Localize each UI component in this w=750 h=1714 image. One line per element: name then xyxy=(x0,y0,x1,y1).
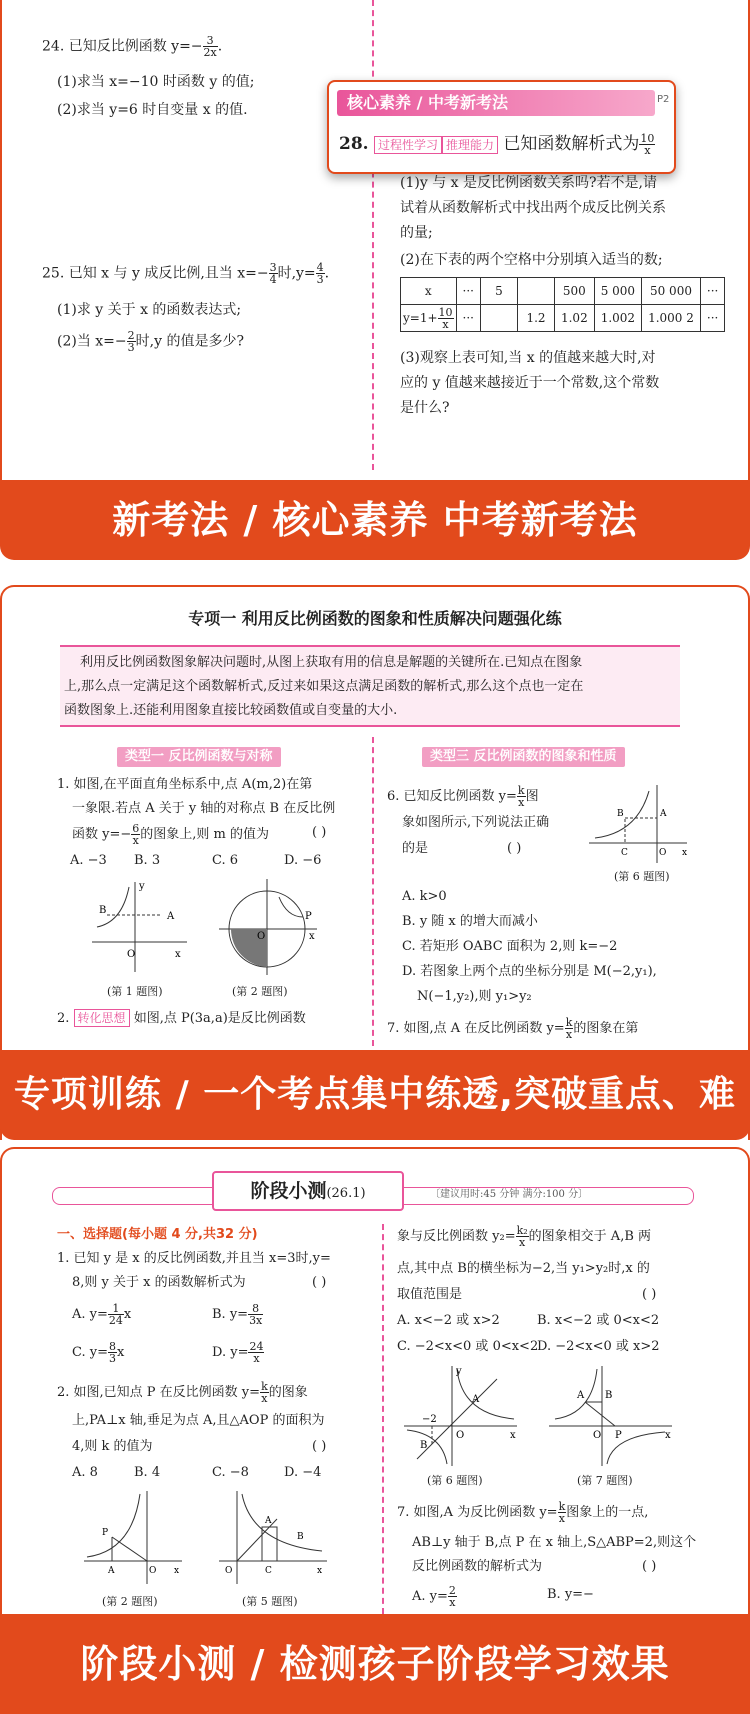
q24-title: 24. 已知反比例函数 y=− $\frac{3}{2x}$ . xyxy=(42,34,223,59)
svg-text:O: O xyxy=(257,931,266,942)
svg-text:A: A xyxy=(108,1566,115,1576)
q6-option-c: C. −2<x<0 或 0<x<2 xyxy=(397,1339,539,1354)
figure-caption-2: (第 2 题图) xyxy=(232,985,288,998)
q24-part1: (1)求当 x=−10 时函数 y 的值; xyxy=(57,74,255,90)
svg-text:P: P xyxy=(102,1528,109,1538)
hyperbola-branch-1 xyxy=(457,1369,514,1419)
popup-banner xyxy=(337,90,655,116)
q7-option-a: A. y= $\frac{2}{x}$ xyxy=(412,1584,456,1609)
svg-text:O: O xyxy=(593,1430,602,1441)
q28-part3a: (3)观察上表可知,当 x 的值越来越大时,对 xyxy=(400,350,656,366)
table-row xyxy=(401,278,725,305)
q6-option-a: A. x<−2 或 x>2 xyxy=(397,1313,500,1328)
figure-caption-6: (第 6 题图) xyxy=(427,1474,483,1487)
q7-line1: 7. 如图,点 A 在反比例函数 y= $\frac{k}{x}$ 的图象在第 xyxy=(387,1016,639,1041)
svg-text:x: x xyxy=(682,848,688,858)
table-cell: ··· xyxy=(456,278,480,305)
q2-line1: 2. 转化思想 如图,点 P(3a,a)是反比例函数 xyxy=(57,1011,306,1026)
segment-po xyxy=(112,1537,147,1561)
svg-text:O: O xyxy=(659,848,667,858)
q2-option-b: B. 4 xyxy=(134,1465,161,1480)
svg-text:O: O xyxy=(149,1566,157,1576)
figure-caption-5: (第 5 题图) xyxy=(242,1595,298,1608)
q28-part3b: 应的 y 值越来越接近于一个常数,这个常数 xyxy=(400,375,660,391)
q1-answer-paren: ( ) xyxy=(312,1275,327,1290)
q2-option-c: C. −8 xyxy=(212,1465,249,1480)
q1-option-b: B. y= $\frac{8}{3x}$ xyxy=(212,1302,263,1327)
rectangle-oabc xyxy=(625,818,657,843)
type1-heading: 类型一 反比例函数与对称 xyxy=(117,745,281,767)
intro-line1: 利用反比例函数图象解决问题时,从图上获取有用的信息是解题的关键所在.已知点在图象 xyxy=(80,655,583,670)
table-cell: 500 xyxy=(554,278,594,305)
table-cell: y=1+ $\frac{10}{x}$ xyxy=(401,305,457,332)
q6-option-b: B. x<−2 或 0<x<2 xyxy=(537,1313,660,1328)
table-cell: ··· xyxy=(456,305,480,332)
q6-option-d: D. 若图象上两个点的坐标分别是 M(−2,y₁), xyxy=(402,964,657,979)
svg-text:P: P xyxy=(615,1430,622,1441)
svg-text:B: B xyxy=(617,809,624,819)
q7-answer-paren: ( ) xyxy=(642,1559,657,1574)
q28-part3c: 是什么? xyxy=(400,400,450,416)
table-cell: 1.02 xyxy=(554,305,594,332)
q25-title: 25. 已知 x 与 y 成反比例,且当 x=− $\frac{3}{4}$ 时,y= $\frac{4}{3}$ . xyxy=(42,261,330,286)
q1-line3: 函数 y=− $\frac{6}{x}$ 的图象上,则 m 的值为 xyxy=(72,822,269,847)
page-new-exam xyxy=(0,0,750,480)
q1-option-a: A. −3 xyxy=(70,853,107,868)
figure-q7 xyxy=(547,1364,677,1469)
svg-text:A: A xyxy=(472,1394,480,1405)
svg-text:A: A xyxy=(577,1390,585,1401)
q6-line3: 的是 xyxy=(402,841,429,856)
svg-text:C: C xyxy=(265,1566,272,1576)
svg-text:A: A xyxy=(167,911,175,922)
q6-answer-paren: ( ) xyxy=(642,1287,657,1302)
q1-answer-paren: ( ) xyxy=(312,825,327,840)
svg-text:y: y xyxy=(139,881,145,892)
table-cell: 5 xyxy=(480,278,517,305)
q1-option-c: C. 6 xyxy=(212,853,239,868)
svg-text:B: B xyxy=(605,1390,613,1401)
svg-text:A: A xyxy=(660,809,667,819)
q6-line3: 取值范围是 xyxy=(397,1287,463,1302)
table-cell: 1.000 2 xyxy=(642,305,701,332)
figure-q2 xyxy=(217,877,327,977)
table-cell: 1.002 xyxy=(594,305,641,332)
figure-caption-6: (第 6 题图) xyxy=(614,870,670,883)
svg-text:O: O xyxy=(127,949,136,960)
segment-ap xyxy=(585,1402,615,1426)
popup-banner-text: 核心素养 / 中考新考法 xyxy=(347,93,508,112)
highlight-popup xyxy=(327,80,676,174)
figure-q1 xyxy=(87,877,197,977)
q6-answer-paren: ( ) xyxy=(507,841,522,856)
banner-special-training: 专项训练 / 一个考点集中练透,突破重点、难 xyxy=(0,1050,750,1140)
table-blank-cell xyxy=(480,305,517,332)
q28-part1c: 的量; xyxy=(400,225,433,241)
intro-line2: 上,那么点一定满足这个函数解析式,反过来如果这点满足函数的解析式,那么这个点也一定在 xyxy=(64,679,584,694)
svg-text:x: x xyxy=(175,949,181,960)
q6-option-d2: N(−1,y₂),则 y₁>y₂ xyxy=(417,989,532,1004)
svg-text:B: B xyxy=(99,905,107,916)
figure-q6 xyxy=(402,1364,522,1469)
column-divider xyxy=(382,1224,384,1614)
q6-option-d: D. −2<x<0 或 x>2 xyxy=(537,1339,660,1354)
figure-caption-7: (第 7 题图) xyxy=(577,1474,633,1487)
table-blank-cell xyxy=(517,278,554,305)
page-title-number: (26.1) xyxy=(326,1186,366,1201)
q25-part1: (1)求 y 关于 x 的函数表达式; xyxy=(57,302,242,318)
figure-q5 xyxy=(217,1489,337,1589)
section-heading: 一、选择题(每小题 4 分,共32 分) xyxy=(57,1227,258,1242)
svg-text:O: O xyxy=(225,1566,233,1576)
page-title: 阶段小测 xyxy=(250,1180,327,1202)
q2-answer-paren: ( ) xyxy=(312,1439,327,1454)
table-row xyxy=(401,305,725,332)
tag-reasoning: 推理能力 xyxy=(442,136,498,154)
q28-title: 28. 过程性学习 推理能力 已知函数解析式为 $\frac{10}{x}$ xyxy=(339,132,655,157)
q1-line2: 一象限.若点 A 关于 y 轴的对称点 B 在反比例 xyxy=(72,801,336,816)
svg-text:A: A xyxy=(265,1516,272,1526)
q6-line2: 点,其中点 B的横坐标为−2,当 y₁>y₂时,x 的 xyxy=(397,1261,650,1276)
q25-part2: (2)当 x=− $\frac{2}{3}$ 时,y 的值是多少? xyxy=(57,329,244,354)
q6-line2: 象如图所示,下列说法正确 xyxy=(402,815,550,830)
tag-process-learning: 过程性学习 xyxy=(374,136,442,154)
q1-option-d: D. −6 xyxy=(284,853,322,868)
q6-line1: 象与反比例函数 y₂= $\frac{\text{k₂}}{x}$ 的图象相交于 A,B 两 xyxy=(397,1224,652,1249)
q7-line2: AB⊥y 轴于 B,点 P 在 x 轴上,S△ABP=2,则这个 xyxy=(412,1535,697,1550)
intro-line3: 函数图象上.还能利用图象直接比较函数值或自变量的大小. xyxy=(64,703,398,718)
q1-option-b: B. 3 xyxy=(134,853,161,868)
hyperbola-curve xyxy=(87,1494,140,1557)
q7-line1: 7. 如图,A 为反比例函数 y= $\frac{k}{x}$ 图象上的一点, xyxy=(397,1500,649,1525)
banner-new-exam: 新考法 / 核心素养 中考新考法 xyxy=(0,480,750,560)
table-cell: 1.2 xyxy=(517,305,554,332)
q6-option-c: C. 若矩形 OABC 面积为 2,则 k=−2 xyxy=(402,939,618,954)
q2-line2: 上,PA⊥x 轴,垂足为点 A,且△AOP 的面积为 xyxy=(72,1413,325,1428)
table-cell: x xyxy=(401,278,457,305)
q6-option-a: A. k>0 xyxy=(402,889,447,904)
q28-part1a: (1)y 与 x 是反比例函数关系吗?若不是,请 xyxy=(400,175,657,191)
type3-heading: 类型三 反比例函数的图象和性质 xyxy=(422,745,625,767)
intro-box xyxy=(60,645,680,727)
q1-option-c: C. y= $\frac{8}{3}$ x xyxy=(72,1340,125,1365)
q7-line3: 反比例函数的解析式为 xyxy=(412,1559,543,1574)
hyperbola-branch-1 xyxy=(555,1369,597,1419)
value-table xyxy=(400,277,725,332)
q2-option-d: D. −4 xyxy=(284,1465,322,1480)
q6-option-b: B. y 随 x 的增大而减小 xyxy=(402,914,538,929)
svg-text:B: B xyxy=(420,1440,428,1451)
q1-line1: 1. 已知 y 是 x 的反比例函数,并且当 x=3时,y= xyxy=(57,1251,331,1266)
figure-caption-2: (第 2 题图) xyxy=(102,1595,158,1608)
q1-option-a: A. y= $\frac{1}{24}$ x xyxy=(72,1302,132,1327)
svg-text:O: O xyxy=(456,1430,465,1441)
svg-text:x: x xyxy=(510,1430,516,1441)
svg-text:y: y xyxy=(456,1366,462,1377)
table-cell: 5 000 xyxy=(594,278,641,305)
q6-line1: 6. 已知反比例函数 y= $\frac{k}{x}$ 图 xyxy=(387,784,539,809)
test-meta: 〔建议用时:45 分钟 满分:100 分〕 xyxy=(430,1189,589,1200)
svg-text:C: C xyxy=(621,848,628,858)
banner-stage-test: 阶段小测 / 检测孩子阶段学习效果 xyxy=(0,1614,750,1714)
svg-text:x: x xyxy=(309,931,315,942)
q28-part1b: 试着从函数解析式中找出两个成反比例关系 xyxy=(400,200,666,216)
q7-option-b: B. y=− xyxy=(547,1587,594,1602)
page-stage-test xyxy=(0,1147,750,1617)
q1-option-d: D. y= $\frac{24}{x}$ xyxy=(212,1340,264,1365)
popup-page-num: P2 xyxy=(657,94,670,105)
tag-transform-thinking: 转化思想 xyxy=(74,1009,130,1027)
page-title: 专项一 利用反比例函数的图象和性质解决问题强化练 xyxy=(188,609,562,628)
q2-line1: 2. 如图,已知点 P 在反比例函数 y= $\frac{k}{x}$ 的图象 xyxy=(57,1380,308,1405)
title-box xyxy=(212,1171,404,1211)
q1-line1: 1. 如图,在平面直角坐标系中,点 A(m,2)在第 xyxy=(57,777,313,792)
q24-part2: (2)求当 y=6 时自变量 x 的值. xyxy=(57,102,248,118)
svg-text:−2: −2 xyxy=(422,1414,437,1425)
svg-text:x: x xyxy=(317,1566,323,1576)
table-cell: ··· xyxy=(700,305,724,332)
figure-q2 xyxy=(82,1489,192,1589)
figure-caption-1: (第 1 题图) xyxy=(107,985,163,998)
svg-text:x: x xyxy=(174,1566,180,1576)
svg-text:B: B xyxy=(297,1532,304,1542)
table-cell: 50 000 xyxy=(642,278,701,305)
column-divider xyxy=(372,0,374,470)
svg-text:x: x xyxy=(665,1430,671,1441)
q2-option-a: A. 8 xyxy=(72,1465,98,1480)
q1-line2: 8,则 y 关于 x 的函数解析式为 xyxy=(72,1275,246,1290)
svg-text:P: P xyxy=(305,911,312,922)
figure-q6 xyxy=(587,783,697,865)
table-cell: ··· xyxy=(700,278,724,305)
q28-part2: (2)在下表的两个空格中分别填入适当的数; xyxy=(400,252,663,268)
q2-line3: 4,则 k 的值为 xyxy=(72,1439,153,1454)
